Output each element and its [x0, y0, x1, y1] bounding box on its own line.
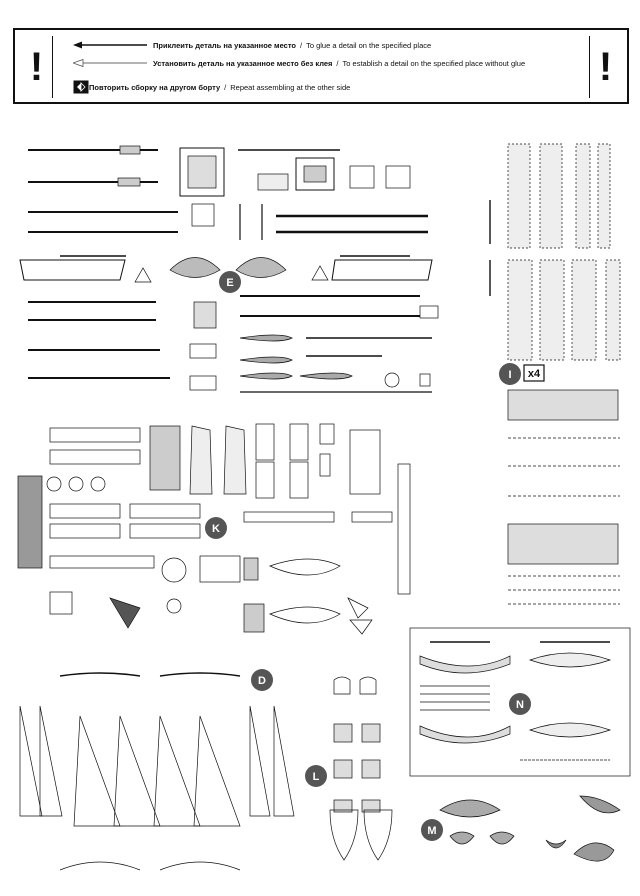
legend-row-glue: Приклеить деталь на указанное место / To glue a detail on the specified place [73, 38, 431, 52]
section-badge-i [499, 363, 521, 385]
legend-text-en: To establish a detail on the specified place without glue [342, 58, 526, 68]
section-badge-e [219, 271, 241, 293]
sheet-m-parts [440, 796, 620, 861]
multiplier-badge [524, 365, 544, 381]
svg-text:N: N [516, 699, 524, 711]
legend-text-ru: Установить деталь на указанное место без клея [153, 58, 333, 68]
warning-icon: ! [21, 36, 53, 98]
legend-text-ru: Повторить сборку на другом борту [89, 82, 221, 92]
section-badge-l [305, 765, 327, 787]
svg-text:M: M [427, 825, 437, 837]
legend-text-ru: Приклеить деталь на указанное место [153, 40, 296, 50]
section-badge-k [205, 517, 227, 539]
warning-icon: ! [589, 36, 621, 98]
legend-row-repeat: Повторить сборку на другом борту / Repeat assembling at the other side [73, 80, 350, 94]
legend-row-no-glue: Установить деталь на указанное место без клея / To establish a detail on the specified place without glue [73, 56, 525, 70]
svg-text:L: L [312, 771, 320, 783]
glue-arrow-icon [73, 38, 153, 52]
sheet-d-sails [20, 673, 294, 870]
parts-sheet [0, 120, 640, 896]
sheet-l-parts [330, 677, 392, 860]
no-glue-arrow-icon [73, 56, 153, 70]
legend-box [13, 28, 629, 104]
svg-text:D: D [258, 675, 266, 687]
svg-text:E: E [226, 277, 234, 289]
svg-text:x4: x4 [527, 368, 541, 380]
svg-text:I: I [508, 369, 512, 381]
svg-text:K: K [212, 523, 220, 535]
legend-text-en: To glue a detail on the specified place [306, 40, 432, 50]
legend-text-en: Repeat assembling at the other side [230, 82, 351, 92]
sheet-e-parts [20, 146, 438, 392]
section-badge-m [421, 819, 443, 841]
section-badge-n [509, 693, 531, 715]
section-badge-d [251, 669, 273, 691]
